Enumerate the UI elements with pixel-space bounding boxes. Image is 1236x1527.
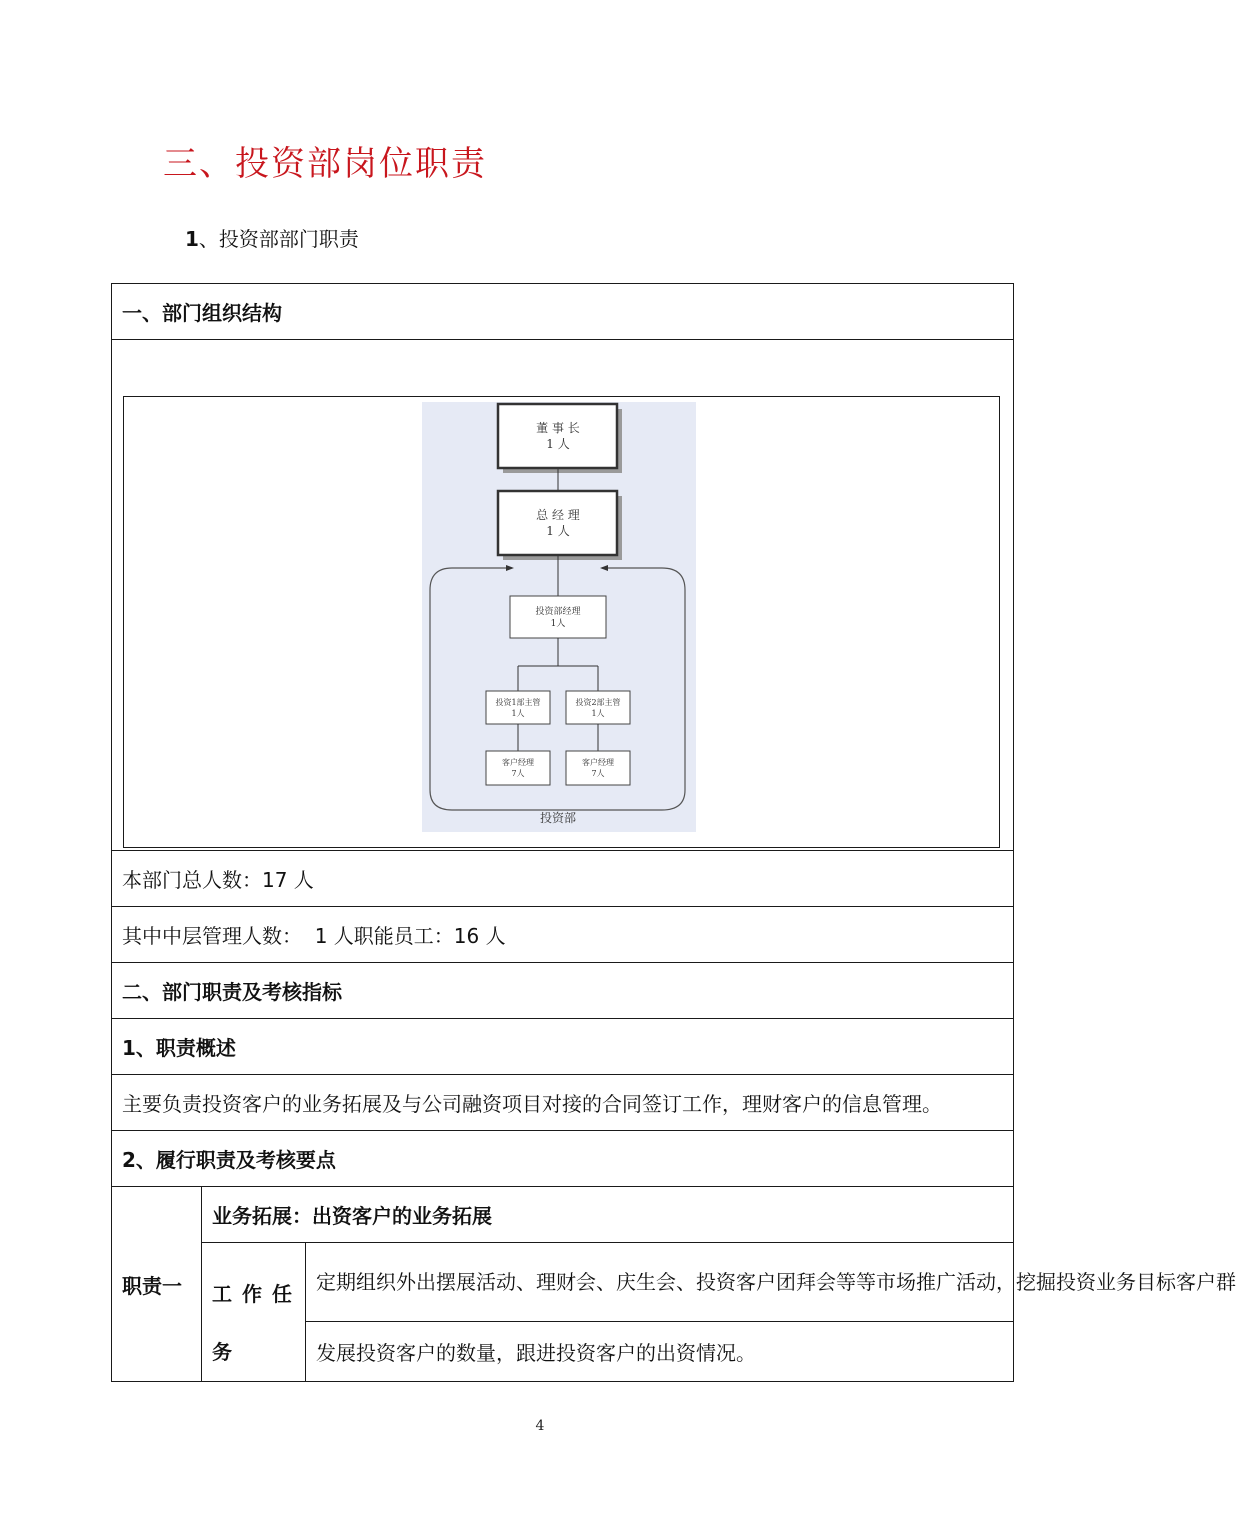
duty-table bbox=[111, 283, 1236, 1382]
page-heading: 三、投资部岗位职责 bbox=[163, 144, 487, 184]
supervisor2-count: 1人 bbox=[591, 709, 605, 718]
subheading-text: 、投资部部门职责 bbox=[198, 227, 359, 251]
chairman-count: 1 人 bbox=[546, 437, 570, 451]
org-chart-frame bbox=[123, 396, 1000, 848]
task-item-2: 发展投资客户的数量，跟进投资客户的出资情况。 bbox=[306, 1322, 1014, 1382]
dept-manager-box bbox=[510, 596, 606, 638]
chairman-box bbox=[498, 404, 617, 468]
task-item-1: 定期组织外出摆展活动、理财会、庆生会、投资客户团拜会等等市场推广活动，挖掘投资业务目标客户群 bbox=[306, 1243, 1014, 1322]
supervisor1-count: 1人 bbox=[511, 709, 525, 718]
account-manager2-box bbox=[566, 751, 630, 785]
total-staff: 本部门总人数：17 人 bbox=[112, 851, 1014, 907]
chairman-title: 董 事 长 bbox=[536, 421, 580, 435]
staff-breakdown: 其中中层管理人数： 1 人职能员工：16 人 bbox=[112, 907, 1014, 963]
task-label-line2: 务 bbox=[212, 1340, 232, 1364]
duty-summary-title: 1、职责概述 bbox=[112, 1019, 1014, 1075]
account-manager1-count: 7人 bbox=[511, 769, 525, 778]
gm-count: 1 人 bbox=[546, 524, 570, 538]
duty1-label: 职责一 bbox=[112, 1187, 202, 1382]
gm-box bbox=[498, 491, 617, 555]
dept-manager-count: 1人 bbox=[550, 619, 566, 629]
duty-summary-text: 主要负责投资客户的业务拓展及与公司融资项目对接的合同签订工作，理财客户的信息管理。 bbox=[112, 1075, 1014, 1131]
section-subheading bbox=[185, 223, 359, 252]
subheading-number: 1 bbox=[185, 227, 199, 251]
gm-title: 总 经 理 bbox=[536, 508, 580, 522]
page-number: 4 bbox=[535, 1418, 545, 1434]
account-manager1-title: 客户经理 bbox=[502, 758, 534, 767]
section2-title: 二、部门职责及考核指标 bbox=[112, 963, 1014, 1019]
dept-manager-title: 投资部经理 bbox=[535, 607, 581, 617]
supervisor1-box bbox=[486, 691, 550, 724]
account-manager2-title: 客户经理 bbox=[582, 758, 614, 767]
duty-points-title: 2、履行职责及考核要点 bbox=[112, 1131, 1014, 1187]
supervisor2-box bbox=[566, 691, 630, 724]
account-manager2-count: 7人 bbox=[591, 769, 605, 778]
supervisor1-title: 投资1部主管 bbox=[495, 698, 541, 707]
org-chart-cell bbox=[112, 340, 1014, 851]
section1-title: 一、部门组织结构 bbox=[112, 284, 1014, 340]
task-label-line1: 工作任 bbox=[212, 1282, 302, 1306]
task-label-cell bbox=[202, 1243, 306, 1382]
org-chart bbox=[422, 402, 696, 837]
account-manager1-box bbox=[486, 751, 550, 785]
department-label: 投资部 bbox=[539, 811, 577, 825]
duty1-title: 业务拓展：出资客户的业务拓展 bbox=[202, 1187, 1014, 1243]
supervisor2-title: 投资2部主管 bbox=[575, 698, 621, 707]
